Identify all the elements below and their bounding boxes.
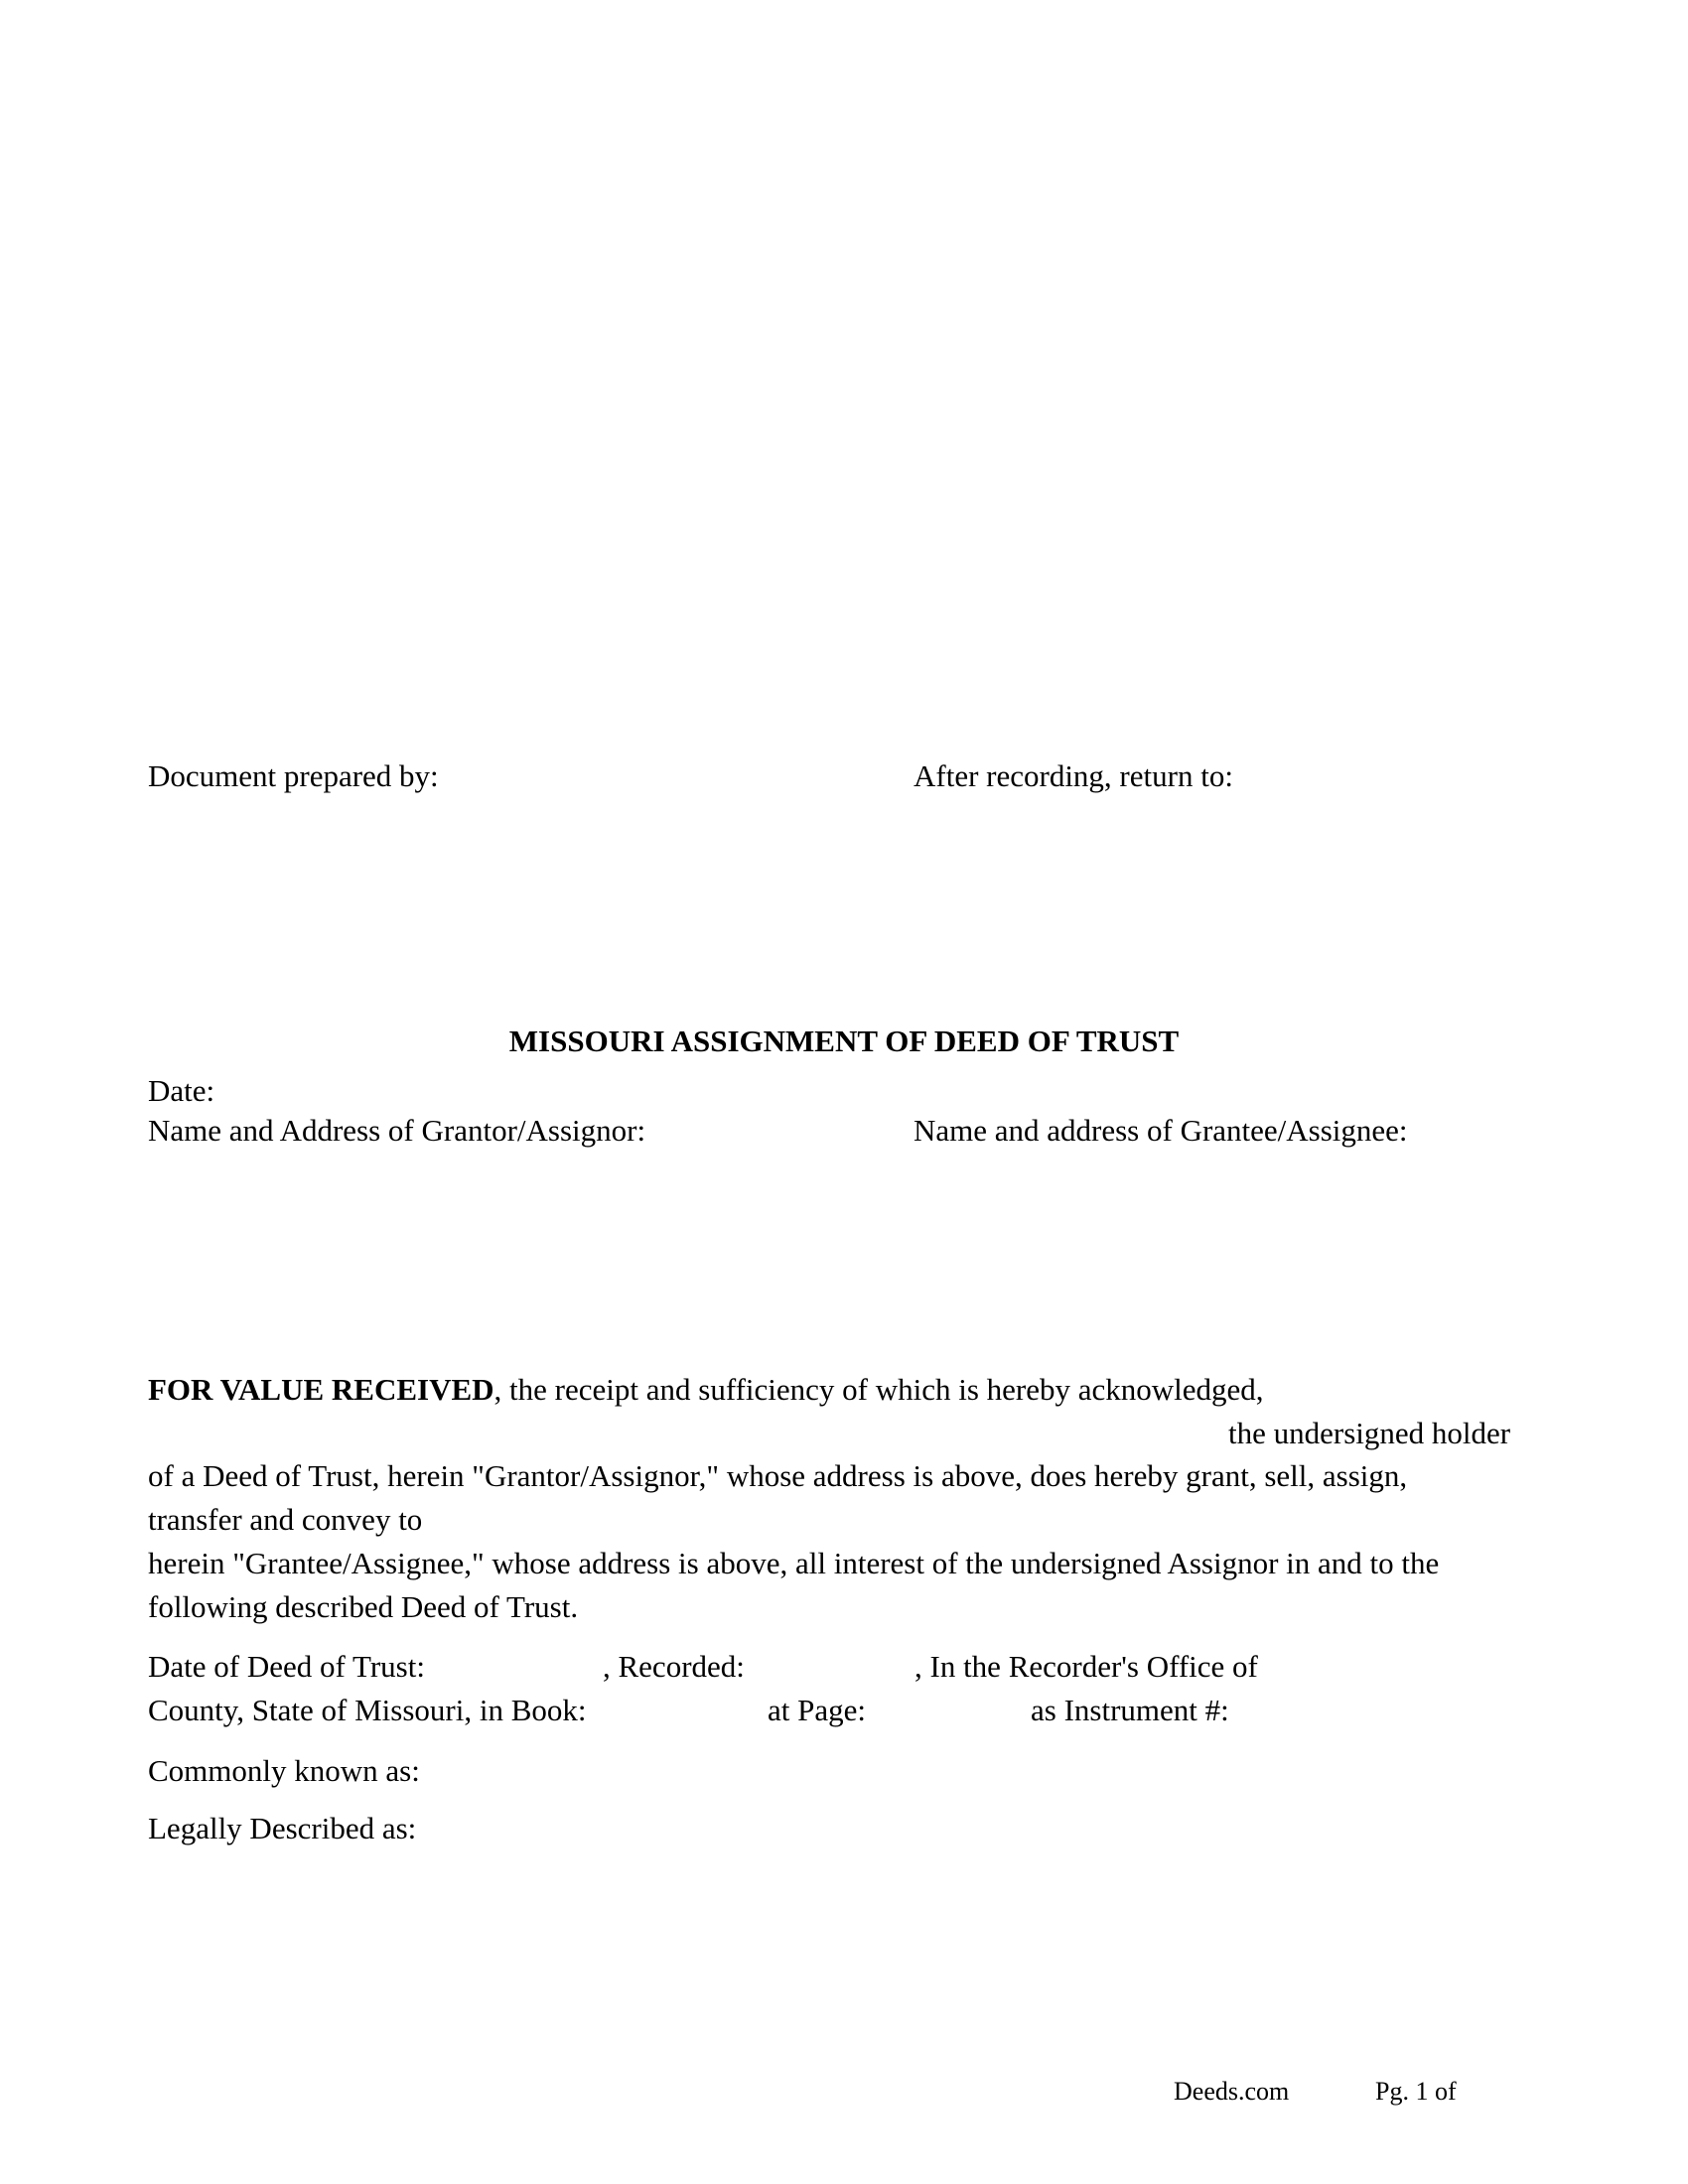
page-label: at Page: (768, 1693, 866, 1727)
return-to-label: After recording, return to: (914, 758, 1233, 793)
prepared-by-label: Document prepared by: (148, 758, 439, 793)
body-line-6: following described Deed of Trust. (148, 1589, 579, 1624)
commonly-known-label: Commonly known as: (148, 1753, 420, 1788)
document-title: MISSOURI ASSIGNMENT OF DEED OF TRUST (508, 1024, 1180, 1058)
body-line-1-rest: , the receipt and sufficiency of which is hereby acknowledged, (493, 1372, 1264, 1407)
date-of-deed-label: Date of Deed of Trust: (148, 1649, 425, 1684)
body-line-3: of a Deed of Trust, herein "Grantor/Assignor," whose address is above, does hereby grant, sell, assign, (148, 1458, 1408, 1493)
recorders-office-label: , In the Recorder's Office of (914, 1649, 1258, 1684)
county-book-label: County, State of Missouri, in Book: (148, 1693, 587, 1727)
body-line-2: the undersigned holder (1228, 1416, 1511, 1450)
footer-page-number: Pg. 1 of (1375, 2077, 1457, 2106)
for-value-received: FOR VALUE RECEIVED (148, 1372, 494, 1407)
footer-site: Deeds.com (1174, 2077, 1290, 2106)
instrument-label: as Instrument #: (1031, 1693, 1229, 1727)
body-line-4: transfer and convey to (148, 1502, 423, 1537)
body-line-1 (148, 1368, 1264, 1412)
recorded-label: , Recorded: (603, 1649, 745, 1684)
grantor-label: Name and Address of Grantor/Assignor: (148, 1113, 646, 1148)
date-label: Date: (148, 1073, 215, 1108)
grantee-label: Name and address of Grantee/Assignee: (914, 1113, 1408, 1148)
legally-described-label: Legally Described as: (148, 1811, 417, 1845)
body-line-5: herein "Grantee/Assignee," whose address is above, all interest of the undersigned Assignor in and to the (148, 1546, 1440, 1580)
